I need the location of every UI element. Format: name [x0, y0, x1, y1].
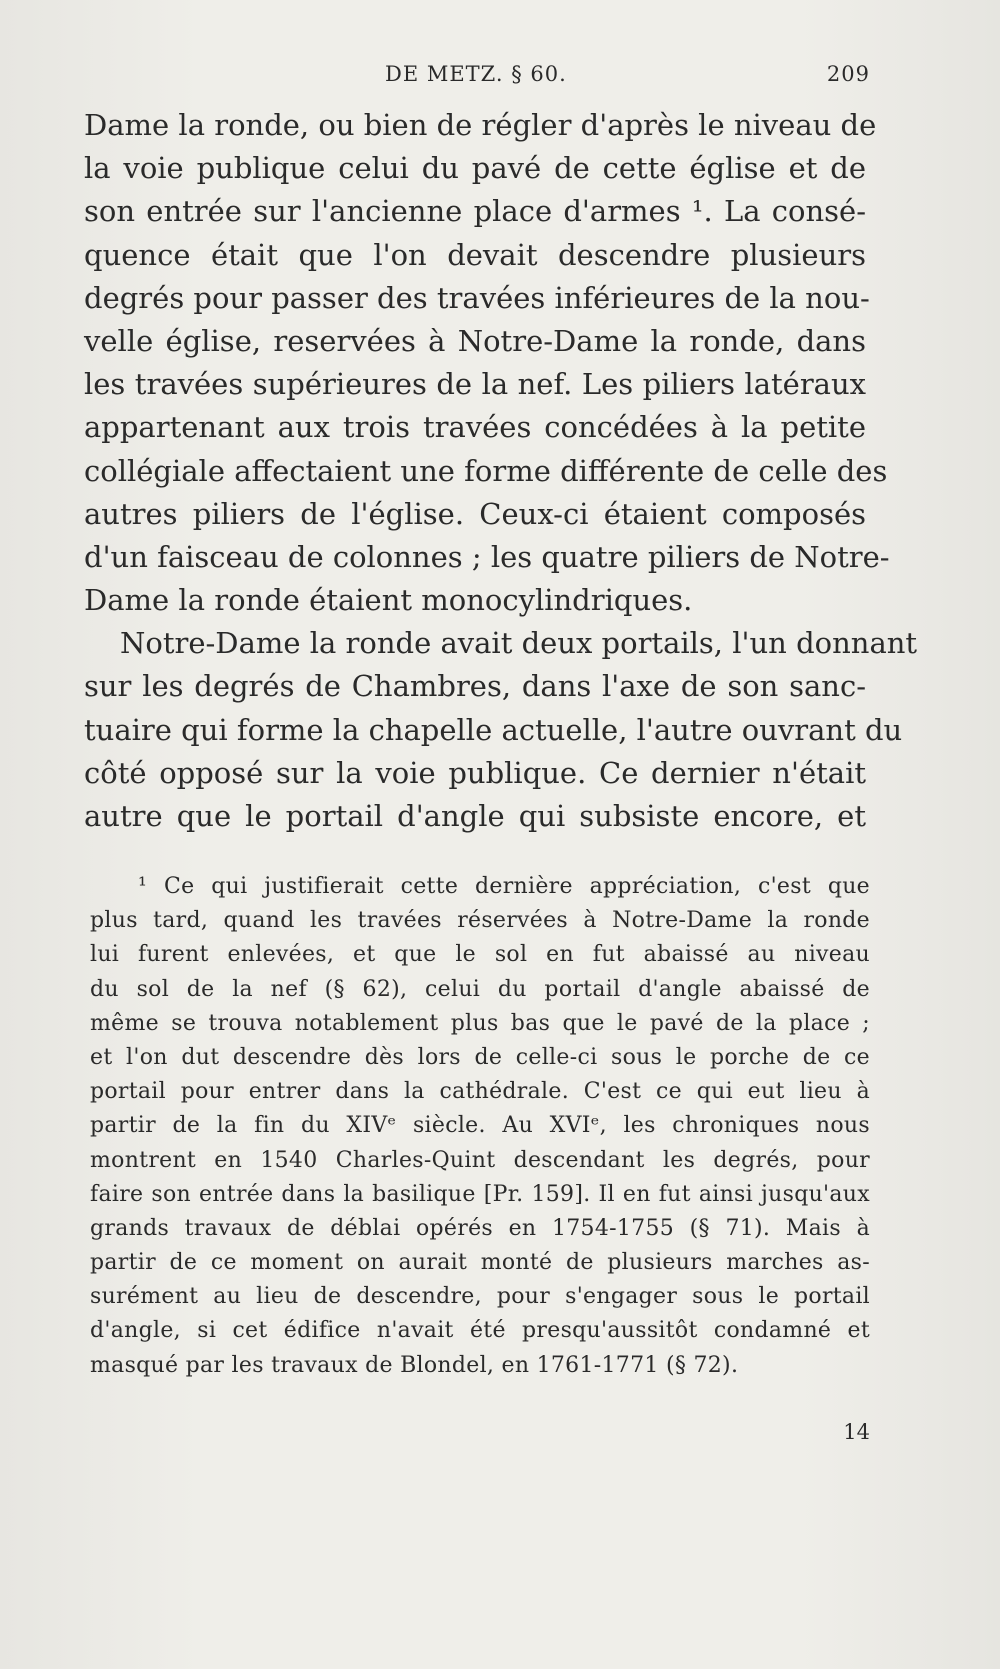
body-line: la voie publique celui du pavé de cette église et de: [84, 151, 866, 186]
body-line: côté opposé sur la voie publique. Ce dernier n'était: [84, 755, 866, 790]
page-number: 209: [826, 62, 870, 86]
footnote-line: même se trouva notablement plus bas que le pavé de la place ;: [90, 1010, 870, 1036]
body-line: tuaire qui forme la chapelle actuelle, l'autre ouvrant du: [84, 712, 903, 747]
body-line: quence était que l'on devait descendre plusieurs: [84, 237, 866, 272]
body-line: Dame la ronde, ou bien de régler d'après le niveau de: [84, 108, 877, 142]
body-line: sur les degrés de Chambres, dans l'axe de son sanc-: [84, 669, 866, 704]
footnote-line: masqué par les travaux de Blondel, en 1761-1771 (§ 72).: [90, 1352, 739, 1378]
footnote-line: et l'on dut descendre dès lors de celle-ci sous le porche de ce: [90, 1044, 870, 1070]
footnote-line: partir de la fin du XIVᵉ siècle. Au XVIᵉ, les chroniques nous: [90, 1113, 870, 1139]
footnote-line: faire son entrée dans la basilique [Pr. 159]. Il en fut ainsi jusqu'aux: [90, 1181, 870, 1207]
footnote-line: surément au lieu de descendre, pour s'engager sous le portail: [90, 1284, 870, 1310]
footnote: [90, 870, 870, 1383]
footnote-line: montrent en 1540 Charles-Quint descendant les degrés, pour: [90, 1147, 870, 1173]
footnote-line: d'angle, si cet édifice n'avait été presqu'aussitôt condamné et: [90, 1318, 870, 1344]
footnote-line: portail pour entrer dans la cathédrale. C'est ce qui eut lieu à: [90, 1079, 870, 1105]
page-header: [80, 62, 870, 92]
running-head: DE METZ. § 60.: [385, 62, 567, 86]
footnote-line: ¹ Ce qui justifierait cette dernière appréciation, c'est que: [138, 874, 870, 899]
body-line: degrés pour passer des travées inférieures de la nou-: [84, 280, 870, 315]
signature-mark: 14: [843, 1420, 870, 1444]
body-line: appartenant aux trois travées concédées à la petite: [84, 410, 866, 445]
body-line: velle église, reservées à Notre-Dame la ronde, dans: [84, 323, 866, 358]
body-line: Notre-Dame la ronde avait deux portails, l'un donnant: [120, 626, 918, 661]
body-line: d'un faisceau de colonnes ; les quatre piliers de Notre-: [84, 539, 890, 574]
body-text: [84, 104, 918, 838]
body-line: les travées supérieures de la nef. Les piliers latéraux: [84, 367, 866, 402]
body-line: collégiale affectaient une forme différente de celle des: [84, 453, 888, 488]
body-line: Dame la ronde étaient monocylindriques.: [84, 583, 693, 618]
body-line: autre que le portail d'angle qui subsiste encore, et: [84, 799, 866, 833]
footnote-line: du sol de la nef (§ 62), celui du portail d'angle abaissé de: [90, 976, 870, 1002]
footnote-line: partir de ce moment on aurait monté de plusieurs marches as-: [90, 1250, 870, 1276]
footnote-line: grands travaux de déblai opérés en 1754-1755 (§ 71). Mais à: [90, 1215, 870, 1241]
body-line: autres piliers de l'église. Ceux-ci étaient composés: [84, 496, 866, 531]
footnote-line: plus tard, quand les travées réservées à Notre-Dame la ronde: [90, 908, 870, 934]
footnote-line: lui furent enlevées, et que le sol en fut abaissé au niveau: [90, 942, 870, 968]
body-line: son entrée sur l'ancienne place d'armes ¹. La consé-: [84, 194, 866, 229]
